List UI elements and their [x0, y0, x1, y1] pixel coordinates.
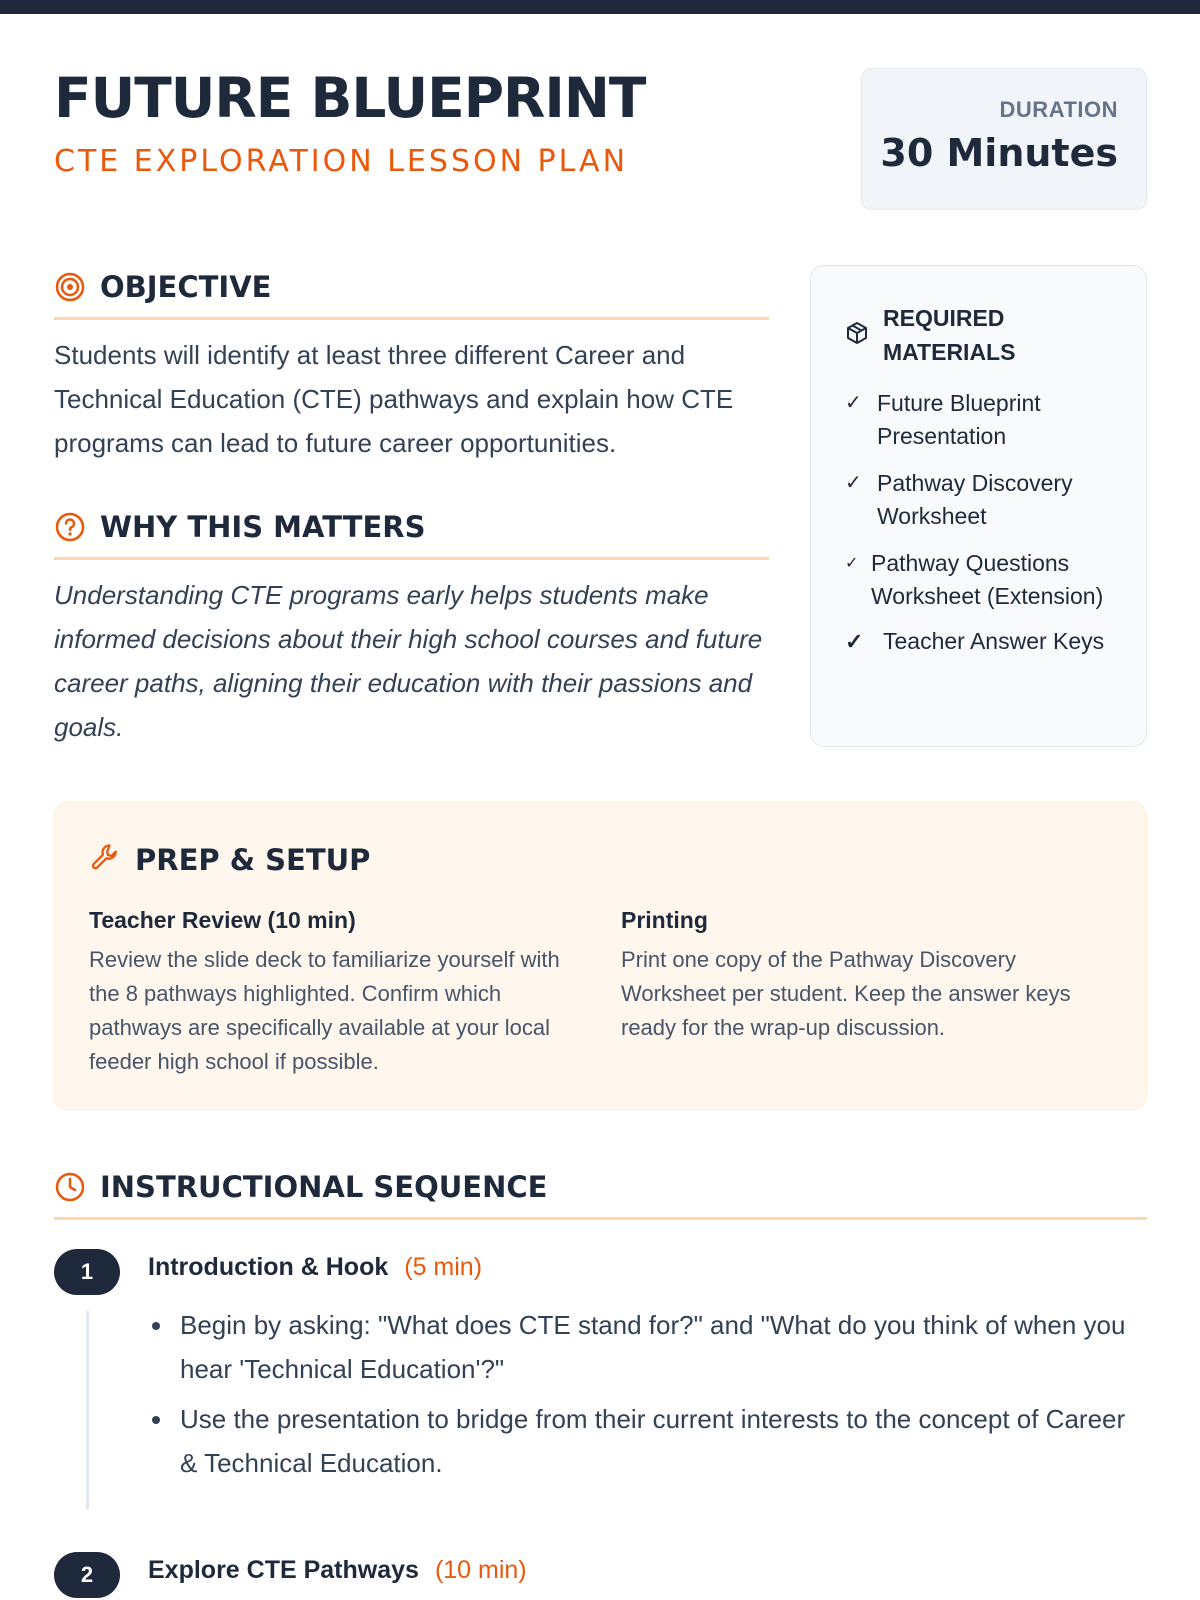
step-bullet: Begin by asking: "What does CTE stand for?" and "What do you think of when you hear 'Technical Education'?"	[148, 1303, 1148, 1391]
step-number-badge: 2	[54, 1552, 120, 1598]
step-number-badge: 1	[54, 1249, 120, 1295]
why-heading-label: WHY THIS MATTERS	[100, 510, 426, 544]
package-icon	[845, 321, 869, 350]
prep-heading	[89, 841, 370, 878]
material-item	[845, 547, 1121, 613]
top-bar	[0, 0, 1200, 14]
printing-text: Print one copy of the Pathway Discovery Worksheet per student. Keep the answer keys ready for the wrap-up discussion.	[621, 947, 1071, 1040]
step-title-label: Introduction & Hook	[148, 1253, 389, 1281]
step-title	[148, 1253, 482, 1282]
materials-card	[810, 265, 1147, 747]
teacher-review-block	[89, 903, 579, 1079]
clock-icon	[54, 1171, 86, 1203]
objective-heading-label: OBJECTIVE	[100, 270, 272, 304]
check-icon: ✓	[845, 555, 859, 572]
step-time: (10 min)	[434, 1556, 527, 1584]
page-subtitle: CTE EXPLORATION LESSON PLAN	[54, 144, 629, 179]
target-icon	[54, 271, 86, 303]
prep-heading-label: PREP & SETUP	[135, 842, 371, 877]
material-label: Pathway Questions Worksheet (Extension)	[871, 550, 1104, 609]
step-title-label: Explore CTE Pathways	[148, 1556, 419, 1584]
material-item	[845, 467, 1097, 533]
material-item	[845, 625, 1143, 658]
sequence-divider	[54, 1217, 1147, 1220]
material-label: Teacher Answer Keys	[883, 628, 1105, 654]
step-time: (5 min)	[404, 1253, 483, 1281]
material-label: Future Blueprint Presentation	[877, 390, 1041, 449]
duration-value: 30 Minutes	[880, 131, 1118, 175]
teacher-review-title: Teacher Review (10 min)	[89, 907, 356, 933]
page-title: FUTURE BLUEPRINT	[54, 66, 646, 130]
sequence-heading-label: INSTRUCTIONAL SEQUENCE	[100, 1170, 548, 1204]
step-title	[148, 1556, 527, 1585]
why-heading	[54, 509, 426, 545]
materials-heading-label: REQUIRED MATERIALS	[883, 305, 1016, 365]
printing-title: Printing	[621, 907, 708, 933]
objective-text: Students will identify at least three different Career and Technical Education (CTE) pathways and explain how CTE programs can lead to future career opportunities.	[54, 340, 734, 458]
step-bullet-list	[148, 1303, 1148, 1491]
question-circle-icon	[54, 511, 86, 543]
wrench-icon	[89, 841, 121, 878]
check-icon: ✓	[845, 629, 864, 654]
why-text: Understanding CTE programs early helps students make informed decisions about their high school courses and future career paths, aligning their education with their passions and goals.	[54, 580, 763, 742]
step-bullet: Use the presentation to bridge from their current interests to the concept of Career & Technical Education.	[148, 1397, 1148, 1485]
objective-heading	[54, 269, 271, 305]
objective-divider	[54, 317, 769, 320]
material-item	[845, 387, 1077, 453]
step-timeline-line	[86, 1311, 89, 1509]
materials-heading	[845, 301, 1023, 369]
why-divider	[54, 557, 769, 560]
duration-label: DURATION	[999, 97, 1118, 122]
printing-block	[621, 903, 1111, 1045]
prep-card	[54, 802, 1147, 1110]
check-icon: ✓	[845, 472, 862, 494]
material-label: Pathway Discovery Worksheet	[877, 470, 1073, 529]
check-icon: ✓	[845, 392, 862, 414]
teacher-review-text: Review the slide deck to familiarize yourself with the 8 pathways highlighted. Confirm which pathways are specifically available at your local feeder high school if possible.	[89, 947, 560, 1074]
sequence-heading	[54, 1169, 547, 1205]
duration-card	[861, 68, 1147, 210]
